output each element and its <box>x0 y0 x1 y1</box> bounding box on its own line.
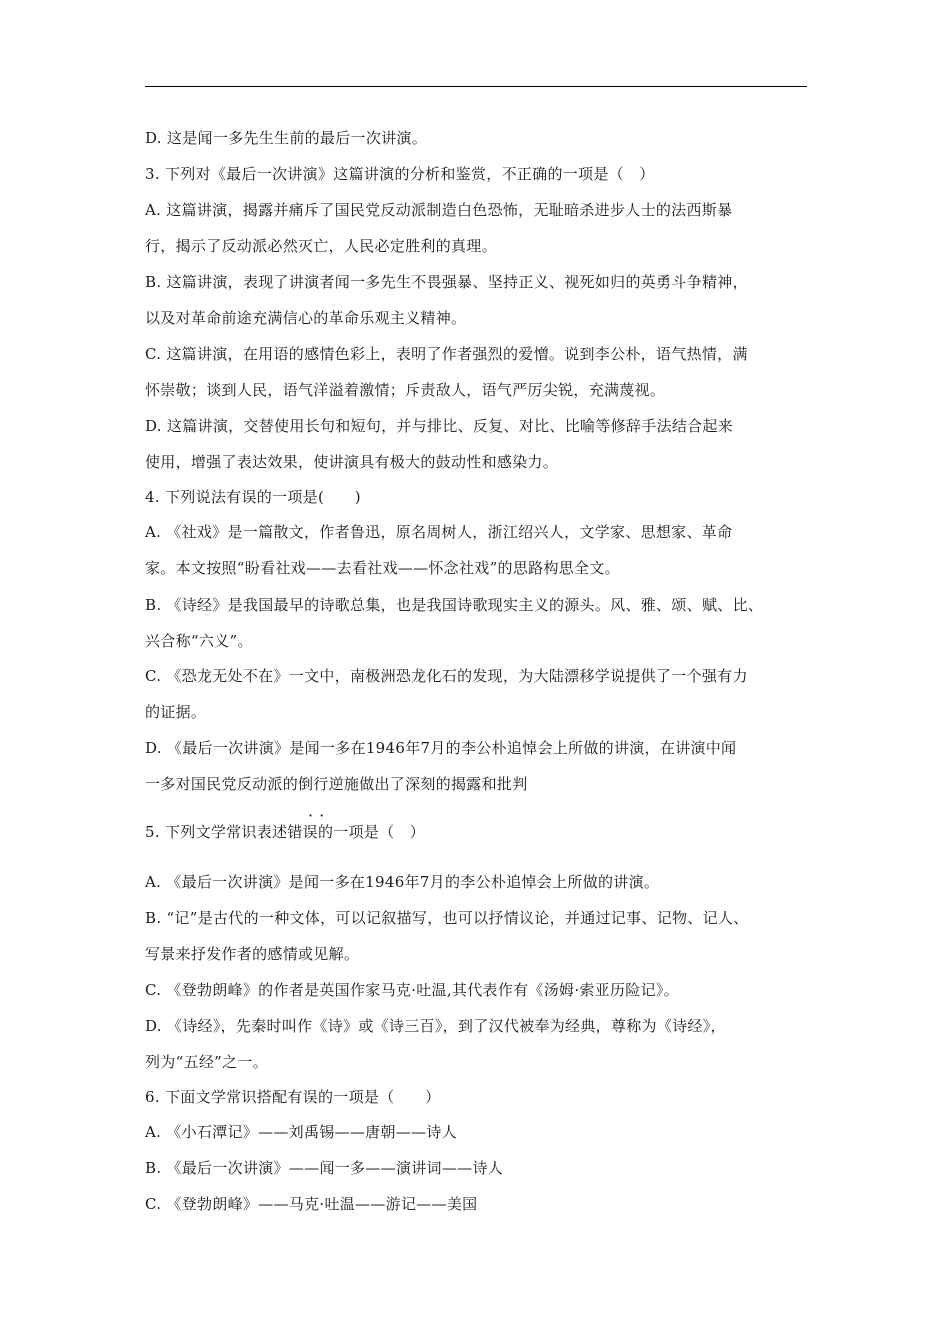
q5-option-d-line2: 列为“五经”之一。 <box>145 1053 269 1071</box>
q3-option-c-line1: C. 这篇讲演，在用语的感情色彩上，表明了作者强烈的爱憎。说到李公朴，语气热情，满 <box>145 345 748 363</box>
q3-option-b-line2: 以及对革命前途充满信心的革命乐观主义精神。 <box>145 309 467 327</box>
q3-option-a-line2: 行，揭示了反动派必然灭亡，人民必定胜利的真理。 <box>145 237 497 255</box>
q4-option-a-line2: 家。本文按照“盼看社戏——去看社戏——怀念社戏”的思路构思全文。 <box>145 559 620 577</box>
q5-option-d-line1: D. 《诗经》，先秦时叫作《诗》或《诗三百》，到了汉代被奉为经典，尊称为《诗经》， <box>145 1017 726 1035</box>
q4-option-b-line1: B. 《诗经》是我国最早的诗歌总集，也是我国诗歌现实主义的源头。风、雅、颂、赋、比、 <box>145 596 764 614</box>
q3-option-c-line2: 怀崇敬；谈到人民，语气洋溢着激情；斥责敌人，语气严厉尖锐，充满蔑视。 <box>145 381 666 399</box>
question-4: 4. 下列说法有误的一项是( ) <box>145 488 361 506</box>
q4-option-d-line1: D. 《最后一次讲演》是闻一多在1946年7月的李公朴追悼会上所做的讲演，在讲演中闻 <box>145 739 737 757</box>
question-6: 6. 下面文学常识搭配有误的一项是（ ） <box>145 1088 441 1106</box>
emphasis-dots: ·· <box>308 806 331 825</box>
q3-option-d-line2: 使用，增强了表达效果，使讲演具有极大的鼓动性和感染力。 <box>145 453 559 471</box>
question-3: 3. 下列对《最后一次讲演》这篇讲演的分析和鉴赏，不正确的一项是（ ） <box>145 165 655 183</box>
q3-option-d-line1: D. 这篇讲演，交替使用长句和短句，并与排比、反复、对比、比喻等修辞手法结合起来 <box>145 417 734 435</box>
q4-option-a-line1: A. 《社戏》是一篇散文，作者鲁迅，原名周树人，浙江绍兴人，文学家、思想家、革命 <box>145 523 733 541</box>
q4-option-b-line2: 兴合称“六义”。 <box>145 632 253 650</box>
q4-option-d-line2: 一多对国民党反动派的倒行逆施做出了深刻的揭露和批判 <box>145 775 528 793</box>
question-5: 5. 下列文学常识表述错误的一项是（ ） <box>145 823 426 841</box>
q6-option-a: A. 《小石潭记》——刘禹锡——唐朝——诗人 <box>145 1123 457 1141</box>
q3-option-a-line1: A. 这篇讲演，揭露并痛斥了国民党反动派制造白色恐怖，无耻暗杀进步人士的法西斯暴 <box>145 201 733 219</box>
q2-option-d: D. 这是闻一多先生生前的最后一次讲演。 <box>145 129 428 147</box>
q5-option-b-line2: 写景来抒发作者的感情或见解。 <box>145 945 360 963</box>
q4-option-c-line2: 的证据。 <box>145 703 207 721</box>
q5-option-a: A. 《最后一次讲演》是闻一多在1946年7月的李公朴追悼会上所做的讲演。 <box>145 873 660 891</box>
q5-option-b-line1: B. “记”是古代的一种文体，可以记叙描写，也可以抒情议论，并通过记事、记物、记人、 <box>145 909 749 927</box>
q6-option-b: B. 《最后一次讲演》——闻一多——演讲词——诗人 <box>145 1159 504 1177</box>
q5-option-c: C. 《登勃朗峰》的作者是英国作家马克·吐温,其代表作有《汤姆·索亚历险记》。 <box>145 981 679 999</box>
q4-option-c-line1: C. 《恐龙无处不在》一文中，南极洲恐龙化石的发现，为大陆漂移学说提供了一个强有力 <box>145 667 748 685</box>
header-rule <box>145 86 807 87</box>
q6-option-c: C. 《登勃朗峰》——马克·吐温——游记——美国 <box>145 1195 478 1213</box>
q3-option-b-line1: B. 这篇讲演，表现了讲演者闻一多先生不畏强暴、坚持正义、视死如归的英勇斗争精神， <box>145 273 748 291</box>
